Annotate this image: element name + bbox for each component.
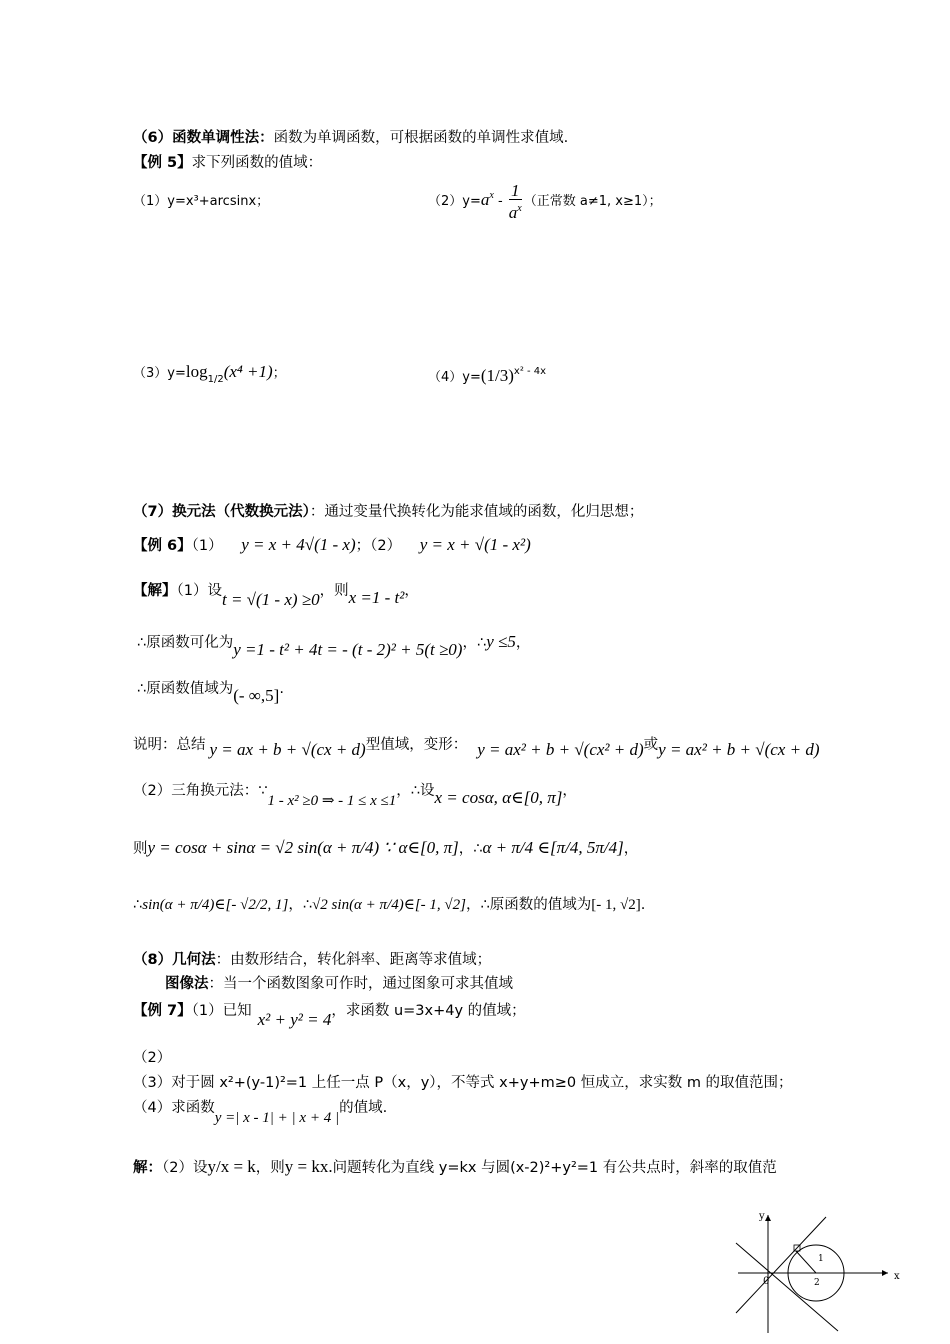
trig-l2-post: ， [623, 841, 639, 857]
example-6-p2-expr: y = x + √(1 - x²) [419, 535, 531, 554]
trig-l2-res: α + π/4 ∈[π/4, 5π/4] [482, 838, 624, 857]
solution-l1-sub: t = √(1 - x) ≥0 [221, 590, 320, 609]
section-7-line [133, 502, 643, 522]
solution-line-2 [137, 632, 531, 659]
note-pre: 说明：总结 [133, 737, 206, 753]
y-axis-arrow [765, 1215, 771, 1221]
solution-2-eq: y = kx. [284, 1157, 333, 1176]
example-7-p4-expr: y =| x - 1| + | x + 4 | [214, 1110, 340, 1126]
solution-l2-post: ， [515, 635, 531, 651]
ex5-p2-den-exp: x [517, 203, 522, 214]
section-7-label: （7）换元法（代数换元法） [133, 504, 310, 520]
trig-l3-post: . [640, 897, 646, 913]
solution-2-post: 问题转化为直线 y=kx 与圆(x-2)²+y²=1 有公共点时，斜率的取值范 [332, 1160, 777, 1176]
example-7-p1-post: ，求函数 u=3x+4y 的值域； [331, 1003, 526, 1019]
ex5-p4-expr: (1/3) [480, 366, 514, 385]
ex5-p2-a-text: a [480, 190, 490, 209]
solution-2-label: 解： [133, 1160, 162, 1176]
solution-l1-post: ， [404, 583, 419, 599]
example-7-p4-pre: （4）求函数 [133, 1100, 215, 1116]
trig-l1-sub: x = cosα, α∈[0, π] [434, 788, 563, 807]
solution-l1-pre: （1）设 [176, 583, 222, 599]
section-6-desc: 函数为单调函数，可根据函数的单调性求值域. [273, 130, 569, 146]
ex5-p4-pre: （4）y= [428, 370, 481, 385]
trig-l1-mid: ，∴设 [396, 783, 435, 799]
ex5-part1: （1）y=x³+arcsinx； [133, 194, 270, 209]
ex5-p2-num: 1 [509, 182, 522, 200]
note-or: 或 [643, 737, 659, 753]
ex5-p3-log: log [185, 362, 208, 381]
trig-l3-pre: ∴ [133, 897, 143, 913]
x-axis-arrow [882, 1270, 888, 1276]
example-5-line [133, 153, 322, 173]
ex5-part4 [428, 362, 546, 388]
example-7-p2: （2） [133, 1050, 172, 1066]
example-7-line-4 [133, 1098, 388, 1126]
trig-l3-a: sin(α + π/4)∈[- √2/2, 1] [142, 897, 289, 913]
ex5-p2-exp: x [489, 190, 494, 201]
example-7-p1-expr: x² + y² = 4 [257, 1010, 332, 1029]
graph-method-label: 图像法 [165, 976, 209, 992]
example-7-p1-pre: （1）已知 [191, 1003, 252, 1019]
ex5-p3-pre: （3）y= [133, 366, 186, 381]
ex5-p2-frac [509, 182, 522, 221]
ex5-p2-den [509, 200, 522, 221]
ex5-p2-pre: （2）y= [428, 194, 481, 209]
solution-2-pre: （2）设 [162, 1160, 208, 1176]
note-expr-3: y = ax² + b + √(cx + d) [658, 740, 820, 759]
solution-line-1 [133, 580, 419, 609]
solution-2-line [133, 1157, 777, 1178]
solution-l1-x: x =1 - t² [348, 588, 405, 607]
trig-line-2 [133, 838, 638, 859]
y-label: y [759, 1211, 765, 1222]
example-6-line [133, 535, 531, 556]
solution-2-mid: ，则 [255, 1160, 285, 1176]
solution-l2-expr: y =1 - t² + 4t = - (t - 2)² + 5(t ≥0) [233, 640, 463, 659]
radius-segment [796, 1251, 816, 1273]
note-line [133, 734, 820, 759]
trig-l3-mid2: ，∴原函数的值域为 [466, 897, 592, 913]
solution-l3-pre: ∴原函数值域为 [137, 681, 234, 697]
note-expr-1: y = ax + b + √(cx + d) [209, 740, 366, 759]
ex5-p3-base: 1/2 [207, 374, 224, 385]
trig-l2-pre: 则 [133, 841, 148, 857]
solution-2-frac: y/x = k [207, 1157, 256, 1176]
trig-l1-pre: （2）三角换元法：∵ [133, 783, 268, 799]
example-6-p1-pre: （1） [191, 538, 223, 554]
section-6-label: （6）函数单调性法： [133, 130, 274, 146]
note-mid: 型值域，变形： [365, 737, 468, 753]
ex5-p4-exp: x² - 4x [513, 366, 547, 377]
solution-label: 【解】 [133, 583, 177, 599]
example-6-p2-pre: ；（2） [355, 538, 402, 554]
radius-label: 1 [818, 1254, 824, 1264]
circle-line-figure [728, 1205, 908, 1335]
ex5-p2-minus: - [493, 194, 507, 209]
trig-l3-mid: ，∴ [288, 897, 313, 913]
trig-l3-c: [- 1, √2] [591, 897, 641, 913]
trig-line-1 [133, 780, 577, 809]
example-6-label: 【例 6】 [133, 538, 192, 554]
tangent-line-upper [736, 1217, 826, 1313]
ex5-part3 [133, 362, 286, 390]
note-expr-2: y = ax² + b + √(cx² + d) [477, 740, 644, 759]
section-7-desc: ：通过变量代换转化为能求值域的函数，化归思想； [309, 504, 644, 520]
example-7-line-1 [133, 1000, 526, 1029]
example-5-desc: 求下列函数的值域： [191, 155, 323, 171]
example-6-p1-expr: y = x + 4√(1 - x) [241, 535, 356, 554]
ex5-p3-arg: (x⁴ +1) [223, 362, 273, 381]
solution-l3-expr: (- ∞,5] [233, 686, 280, 705]
tick-label-2: 2 [814, 1278, 820, 1288]
ex5-p2-a [481, 190, 494, 209]
example-7-label: 【例 7】 [133, 1003, 192, 1019]
example-7-p4-post: 的值域. [339, 1100, 388, 1116]
ex5-p2-post: （正常数 a≠1, x≥1）； [523, 194, 662, 209]
trig-l3-b: √2 sin(α + π/4)∈[- 1, √2] [312, 897, 466, 913]
trig-l2-mid: ，∴ [458, 841, 483, 857]
graph-method-line [165, 974, 513, 994]
x-label: x [894, 1271, 900, 1282]
section-6-line [133, 128, 568, 148]
ex5-part2 [428, 182, 662, 221]
trig-line-3 [133, 895, 645, 915]
trig-l2-expr: y = cosα + sinα = √2 sin(α + π/4) ∵ α∈[0, π] [147, 838, 459, 857]
trig-l1-post: ， [562, 783, 577, 799]
ex5-p3-post: ； [272, 366, 286, 381]
graph-method-desc: ：当一个函数图象可作时，通过图象可求其值域 [208, 976, 513, 992]
solution-l2-pre: ∴原函数可化为 [137, 635, 234, 651]
example-7-p3: （3）对于圆 x²+(y-1)²=1 上任一点 P（x，y），不等式 x+y+m≥0 恒成立，求实数 m 的取值范围； [133, 1075, 793, 1091]
solution-l1-mid: ，则 [319, 583, 349, 599]
solution-line-3 [137, 678, 284, 705]
origin-label: 0 [763, 1276, 770, 1287]
solution-l2-mid: ，∴ [462, 635, 487, 651]
section-8-line [133, 950, 491, 970]
section-8-desc: ：由数形结合，转化斜率、距离等求值域； [215, 952, 492, 968]
example-5-label: 【例 5】 [133, 155, 192, 171]
ex5-p2-den-a: a [508, 203, 518, 222]
trig-l1-cond: 1 - x² ≥0 ⇒ - 1 ≤ x ≤1 [267, 793, 397, 809]
solution-l2-res: y ≤5 [486, 632, 516, 651]
solution-l3-post: . [279, 681, 284, 697]
section-8-label: （8）几何法 [133, 952, 216, 968]
